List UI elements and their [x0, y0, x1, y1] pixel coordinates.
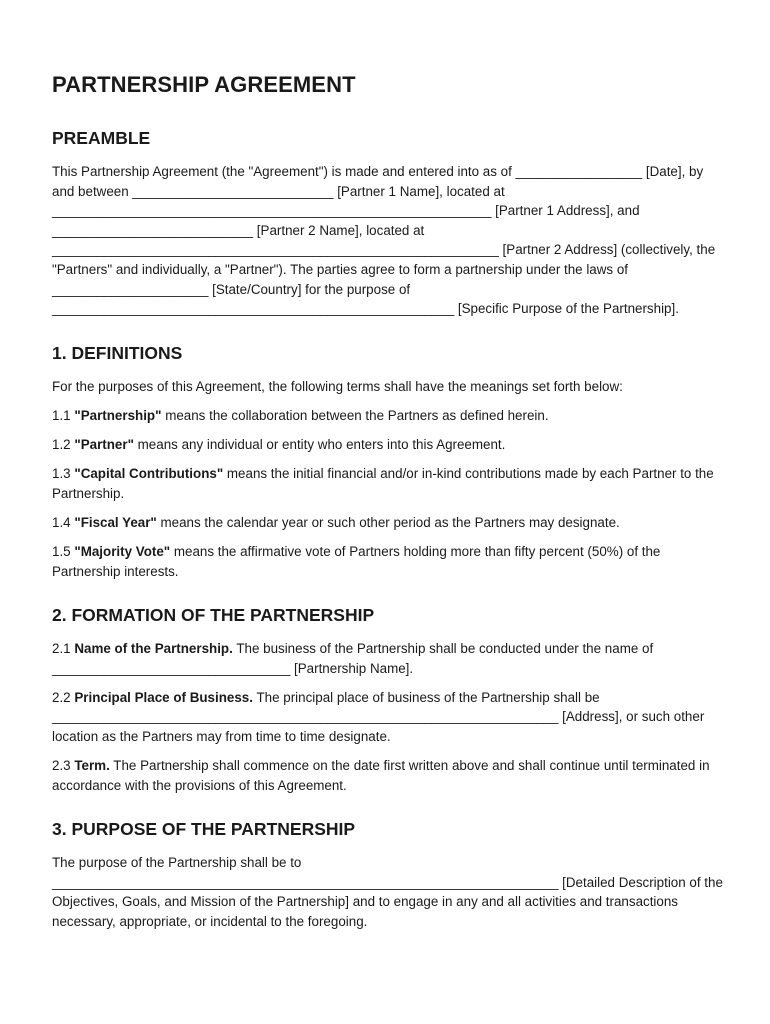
clause-number: 1.2	[52, 437, 75, 453]
clause-number: 1.3	[52, 466, 75, 482]
definitions-heading: 1. DEFINITIONS	[52, 342, 183, 363]
clause-text: The business of the Partnership shall be conducted under the name of ________________________________ [Partnership Name].	[52, 641, 654, 676]
defined-term: "Capital Contributions"	[74, 466, 224, 482]
definition-text: means the collaboration between the Partners as defined herein.	[161, 407, 549, 423]
clause-title: Principal Place of Business.	[74, 689, 253, 705]
definition-text: means the affirmative vote of Partners holding more than fifty percent (50%) of the Partnership interests.	[52, 544, 661, 579]
defined-term: "Partner"	[74, 437, 134, 453]
clause-title: Name of the Partnership.	[74, 641, 233, 657]
clause-number: 1.1	[52, 407, 75, 423]
formation-heading: 2. FORMATION OF THE PARTNERSHIP	[52, 605, 375, 626]
clause-number: 1.4	[52, 515, 75, 531]
clause-text: The Partnership shall commence on the date first written above and shall continue until terminated in accordance with the provisions of this Agreement.	[52, 758, 710, 793]
preamble-heading: PREAMBLE	[52, 128, 151, 148]
purpose-text: The purpose of the Partnership shall be to ____________________________________________________________________ [Detailed Description of the Objectives, Goals, and Mission of the Partnership] and to engage in any and all activities and transactions necessary, appropriate, or incidental to the foregoing.	[52, 855, 723, 929]
defined-term: "Fiscal Year"	[74, 515, 157, 531]
purpose-heading: 3. PURPOSE OF THE PARTNERSHIP	[52, 819, 356, 839]
definition-item	[52, 513, 724, 533]
formation-item	[52, 639, 724, 678]
definition-text: means any individual or entity who enters into this Agreement.	[133, 437, 506, 453]
definitions-intro: For the purposes of this Agreement, the following terms shall have the meanings set forth below:	[52, 378, 623, 394]
clause-text: The principal place of business of the Partnership shall be ____________________________________________________________________ [Address], or such other location as the Partners may from time to time designate.	[52, 689, 705, 745]
definition-text: means the initial financial and/or in-kind contributions made by each Partner to the Partnership.	[52, 466, 714, 501]
document-page	[52, 70, 724, 941]
clause-title: Term.	[74, 758, 110, 774]
formation-item	[52, 756, 724, 795]
clause-number: 2.1	[52, 641, 75, 657]
definition-text: means the calendar year or such other period as the Partners may designate.	[156, 515, 620, 531]
clause-number: 1.5	[52, 544, 75, 560]
clause-number: 2.3	[52, 758, 75, 774]
defined-term: "Partnership"	[74, 407, 162, 423]
document-title: PARTNERSHIP AGREEMENT	[52, 72, 356, 97]
preamble-text: This Partnership Agreement (the "Agreement") is made and entered into as of _________________ [Date], by and between ___________________________ [Partner 1 Name], located at ___________________________________________________________ [Partner 1 Address], and ___________________________ [Partner 2 Name], located at ____________________________________________________________ [Partner 2 Address] (collectively, the "Partners" and individually, a "Partner"). The parties agree to form a partnership under the laws of _____________________ [State/Country] for the purpose of ______________________________________________________ [Specific Purpose of the Partnership].	[52, 164, 716, 317]
defined-term: "Majority Vote"	[74, 544, 171, 560]
definition-item	[52, 464, 724, 503]
definition-item	[52, 435, 724, 455]
definition-item	[52, 542, 724, 581]
definition-item	[52, 406, 724, 426]
clause-number: 2.2	[52, 689, 75, 705]
formation-item	[52, 688, 724, 747]
